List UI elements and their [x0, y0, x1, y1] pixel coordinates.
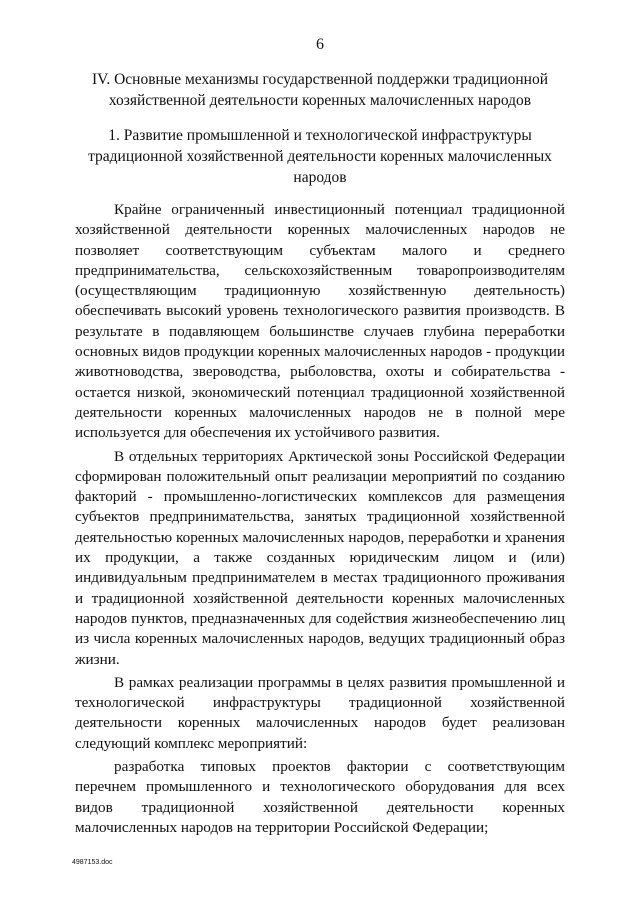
- page-number: 6: [316, 36, 324, 53]
- footer-filename: 4987153.doc: [72, 859, 113, 866]
- paragraph-2: В отдельных территориях Арктической зоны Российской Федерации сформирован положительный опыт реализации мероприятий по созданию факторий - промышленно-логистических комплексов для размещения субъектов предпринимательства, занятых традиционной хозяйственной деятельностью коренных малочисленных народов, переработки и хранения их продукции, а также созданных юридическим лицом и (или) индивидуальным предпринимателем в местах традиционного проживания и традиционной хозяйственной деятельности коренных малочисленных народов пунктов, предназначенных для содействия жизнеобеспечению лиц из числа коренных малочисленных народов, ведущих традиционный образ жизни.: [75, 447, 565, 668]
- body-text: [75, 200, 565, 841]
- paragraph-3: В рамках реализации программы в целях развития промышленной и технологической инфраструктуры традиционной хозяйственной деятельности коренных малочисленных народов будет реализован следующий комплекс мероприятий:: [75, 673, 565, 752]
- section-heading: IV. Основные механизмы государственной поддержки традиционной хозяйственной деятельности коренных малочисленных народов: [91, 71, 548, 109]
- subsection-heading: 1. Развитие промышленной и технологической инфраструктуры традиционной хозяйственной деятельности коренных малочисленных народов: [88, 127, 552, 186]
- list-item-1: разработка типовых проектов фактории с соответствующим перечнем промышленного и технологического оборудования для всех видов традиционной хозяйственной деятельности коренных малочисленных народов на территории Российской Федерации;: [75, 758, 565, 836]
- paragraph-1: Крайне ограниченный инвестиционный потенциал традиционной хозяйственной деятельности коренных малочисленных народов не позволяет соответствующим субъектам малого и среднего предпринимательства, сельскохозяйственным товаропроизводителям (осуществляющим традиционную хозяйственную деятельность) обеспечивать высокий уровень технологического развития производств. В результате в подавляющем большинстве случаев глубина переработки основных видов продукции коренных малочисленных народов - продукции животноводства, звероводства, рыболовства, охоты и собирательства - остается низкой, экономический потенциал традиционной хозяйственной деятельности коренных малочисленных народов не в полной мере используется для обеспечения их устойчивого развития.: [75, 201, 565, 442]
